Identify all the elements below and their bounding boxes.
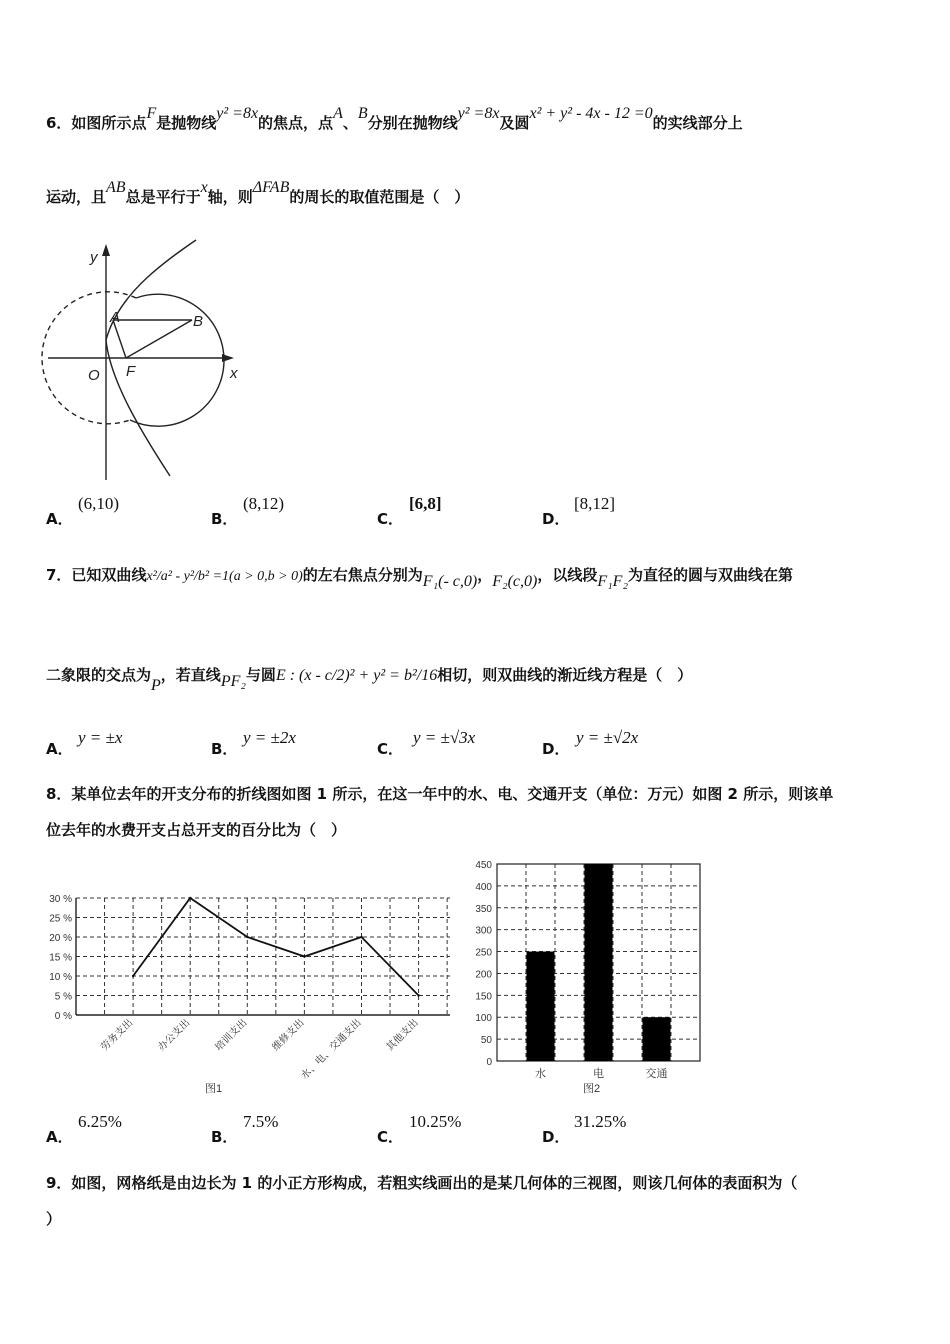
q7-option-c-value: y = ±√3x	[413, 728, 476, 747]
q6-text: 分别在抛物线	[367, 114, 458, 132]
circle-solid-arc	[130, 294, 224, 426]
q7-math-PF2: PF₂	[220, 673, 246, 690]
y-tick-label: 50	[480, 1035, 492, 1047]
q6-line2	[46, 179, 470, 209]
y-tick-label: 10 %	[49, 972, 72, 983]
q7-math-F1: F₁(- c,0)	[422, 573, 478, 590]
q6-math-B: B	[357, 105, 368, 122]
label-A: A	[110, 309, 121, 326]
q6-text: 轴，则	[207, 188, 253, 206]
q7-option-a-letter[interactable]: A．	[46, 740, 73, 758]
q6-math-A: A	[333, 105, 343, 122]
q7-text: 相切，则双曲线的渐近线方程是（ ）	[437, 666, 693, 684]
q7-option-b-value: y = ±2x	[243, 728, 296, 747]
q6-text: 是抛物线	[156, 114, 217, 132]
q7-option-b-letter[interactable]: B．	[211, 740, 238, 758]
segment-BF	[126, 320, 192, 358]
q7-line1	[46, 564, 793, 588]
q7-text: ，以线段	[537, 566, 598, 584]
q6-figure	[40, 230, 260, 490]
y-tick-label: 0	[486, 1057, 492, 1068]
chart-title: 图1	[205, 1083, 223, 1095]
q6-math-parabola: y² =8x	[216, 105, 259, 122]
q8-line1: 8．某单位去年的开支分布的折线图如图 1 所示，在这一年中的水、电、交通开支（单位：万元）如图 2 所示，则该单	[46, 785, 834, 803]
q8-option-a-letter[interactable]: A．	[46, 1128, 73, 1146]
q6-option-a-letter[interactable]: A．	[46, 510, 73, 528]
y-tick-label: 100	[475, 1013, 492, 1025]
y-tick-label: 25 %	[49, 913, 72, 925]
q6-option-c-value: [6,8]	[409, 494, 442, 513]
x-tick-label: 办公支出	[156, 1017, 193, 1054]
label-x: x	[230, 365, 238, 382]
q7-text: 的左右焦点分别为	[302, 566, 423, 584]
q7-option-d-value: y = ±√2x	[576, 728, 639, 747]
q8-option-c-letter[interactable]: C．	[377, 1128, 404, 1146]
y-tick-label: 250	[475, 947, 492, 959]
q9-line2: ）	[46, 1210, 62, 1228]
q8-line2: 位去年的水费开支占总开支的百分比为（ ）	[46, 821, 347, 839]
label-B: B	[193, 313, 204, 330]
data-point	[189, 897, 191, 899]
q6-option-d-letter[interactable]: D．	[542, 510, 570, 528]
x-tick-label: 水	[535, 1068, 546, 1080]
q7-text: ，若直线	[160, 666, 221, 684]
x-tick-label: 维修支出	[270, 1017, 307, 1054]
label-y: y	[90, 249, 98, 266]
x-tick-label: 电	[593, 1068, 604, 1080]
q8-option-b-value: 7.5%	[243, 1112, 279, 1131]
q6-line1	[46, 105, 743, 135]
data-point	[132, 975, 134, 977]
q7-math-hyperbola: x²/a² - y²/b² =1(a > 0,b > 0)	[146, 569, 303, 584]
q6-math-parabola-2: y² =8x	[457, 105, 500, 122]
q7-option-d-letter[interactable]: D．	[542, 740, 570, 758]
q7-math-circle-E: E : (x - c/2)² + y² = b²/16	[275, 667, 438, 684]
data-point	[360, 936, 362, 938]
y-tick-label: 400	[475, 881, 492, 893]
q6-option-c-letter[interactable]: C．	[377, 510, 404, 528]
bar	[643, 1017, 671, 1061]
q7-math-F1F2: F₁F₂	[597, 573, 629, 590]
y-tick-label: 0 %	[54, 1011, 72, 1022]
q7-line2	[46, 664, 693, 694]
y-tick-label: 5 %	[54, 991, 72, 1003]
line-chart-figure1	[40, 880, 460, 1100]
q6-math-F: F	[146, 105, 157, 122]
q6-option-d-value: [8,12]	[574, 494, 616, 513]
q7-option-a-value: y = ±x	[78, 728, 123, 747]
q7-text: 7．已知双曲线	[46, 566, 147, 584]
q6-math-circle: x² + y² - 4x - 12 =0	[529, 105, 653, 122]
q8-option-d-letter[interactable]: D．	[542, 1128, 570, 1146]
q8-option-a-value: 6.25%	[78, 1112, 122, 1131]
q6-math-AB: AB	[106, 179, 126, 196]
q7-math-F2: F₂(c,0)	[492, 573, 538, 590]
x-tick-label: 培训支出	[213, 1017, 250, 1054]
q8-option-d-value: 31.25%	[574, 1112, 627, 1131]
bar-chart-figure2	[465, 856, 705, 1100]
x-tick-label: 交通	[645, 1068, 668, 1080]
chart-title: 图2	[583, 1083, 601, 1095]
y-tick-label: 350	[475, 903, 492, 915]
x-tick-label: 劳务支出	[99, 1017, 136, 1054]
y-tick-label: 300	[475, 925, 492, 937]
data-point	[417, 994, 419, 996]
bar	[585, 864, 613, 1061]
q6-text: 的焦点，点	[258, 114, 334, 132]
q7-text: 与圆	[245, 666, 276, 684]
q7-option-c-letter[interactable]: C．	[377, 740, 404, 758]
y-axis-arrow	[102, 244, 110, 256]
q6-text: 运动，且	[46, 188, 107, 206]
q7-math-P: P	[151, 677, 161, 694]
data-point	[246, 936, 248, 938]
y-tick-label: 20 %	[49, 933, 72, 944]
y-tick-label: 200	[475, 969, 492, 981]
q7-text: ，	[477, 566, 493, 584]
y-tick-label: 15 %	[49, 952, 72, 964]
q6-option-b-value: (8,12)	[243, 494, 285, 513]
q6-text: 的实线部分上	[652, 114, 743, 132]
y-tick-label: 150	[475, 991, 492, 1003]
q9-line1: 9．如图，网格纸是由边长为 1 的小正方形构成，若粗实线画出的是某几何体的三视图，则该几何体的表面积为（	[46, 1174, 798, 1192]
q6-text: 、	[342, 114, 358, 132]
x-tick-label: 水、电、交通支出	[299, 1017, 364, 1082]
label-O: O	[88, 367, 100, 384]
q6-option-b-letter[interactable]: B．	[211, 510, 238, 528]
q6-text: 及圆	[499, 114, 530, 132]
bar	[527, 952, 555, 1061]
q6-text: 的周长的取值范围是（ ）	[289, 188, 470, 206]
y-tick-label: 30 %	[49, 894, 72, 905]
q6-text: 6．如图所示点	[46, 114, 147, 132]
q6-text: 总是平行于	[125, 188, 201, 206]
q7-text: 为直径的圆与双曲线在第	[628, 566, 794, 584]
data-point	[303, 955, 305, 957]
label-F: F	[126, 363, 136, 380]
q8-option-c-value: 10.25%	[409, 1112, 462, 1131]
q6-math-x: x	[200, 179, 208, 196]
q6-math-triangle: ΔFAB	[252, 179, 290, 196]
q8-option-b-letter[interactable]: B．	[211, 1128, 238, 1146]
x-tick-label: 其他支出	[384, 1017, 421, 1054]
q6-option-a-value: (6,10)	[78, 494, 120, 513]
q7-text: 二象限的交点为	[46, 666, 152, 684]
y-tick-label: 450	[475, 860, 492, 871]
